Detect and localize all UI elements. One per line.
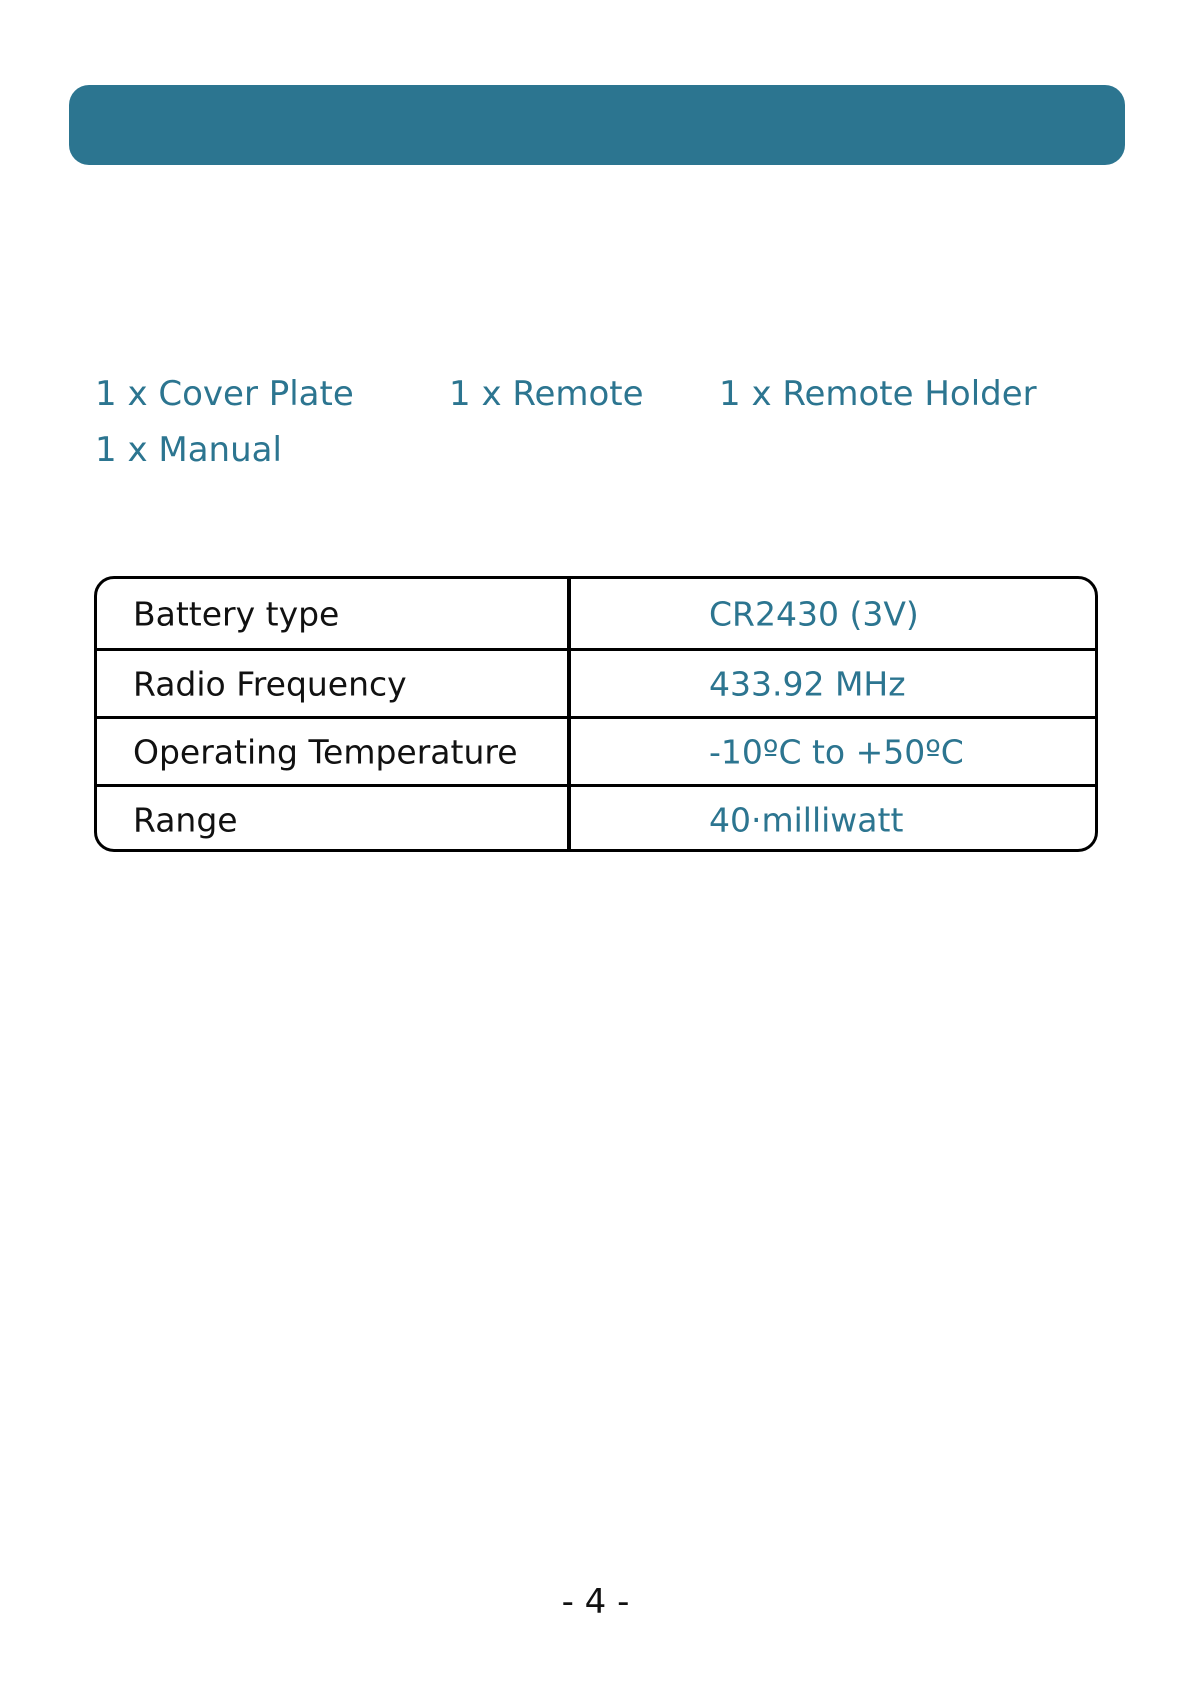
column-divider <box>567 651 571 717</box>
spec-row-range <box>97 784 1095 852</box>
column-divider <box>567 719 571 785</box>
package-contents <box>95 372 1095 492</box>
spec-label: Operating Temperature <box>133 732 518 772</box>
spec-label: Range <box>133 800 238 839</box>
spec-value: 40·milliwatt <box>709 800 904 839</box>
spec-row-battery-type <box>97 579 1095 648</box>
contents-item-remote: 1 x Remote <box>449 374 644 414</box>
spec-value: 433.92 MHz <box>709 664 906 704</box>
spec-row-operating-temperature <box>97 716 1095 785</box>
spec-value: -10ºC to +50ºC <box>709 732 964 772</box>
contents-item-remote-holder: 1 x Remote Holder <box>719 374 1037 414</box>
spec-label: Radio Frequency <box>133 664 407 704</box>
page-number: - 4 - <box>561 1582 630 1622</box>
contents-item-manual: 1 x Manual <box>95 430 282 470</box>
column-divider <box>567 787 571 852</box>
spec-label: Battery type <box>133 594 340 633</box>
contents-item-cover-plate: 1 x Cover Plate <box>95 374 354 414</box>
column-divider <box>567 579 571 648</box>
section-header-bar <box>69 85 1125 165</box>
spec-table <box>94 576 1098 852</box>
spec-value: CR2430 (3V) <box>709 594 919 633</box>
spec-row-radio-frequency <box>97 648 1095 717</box>
